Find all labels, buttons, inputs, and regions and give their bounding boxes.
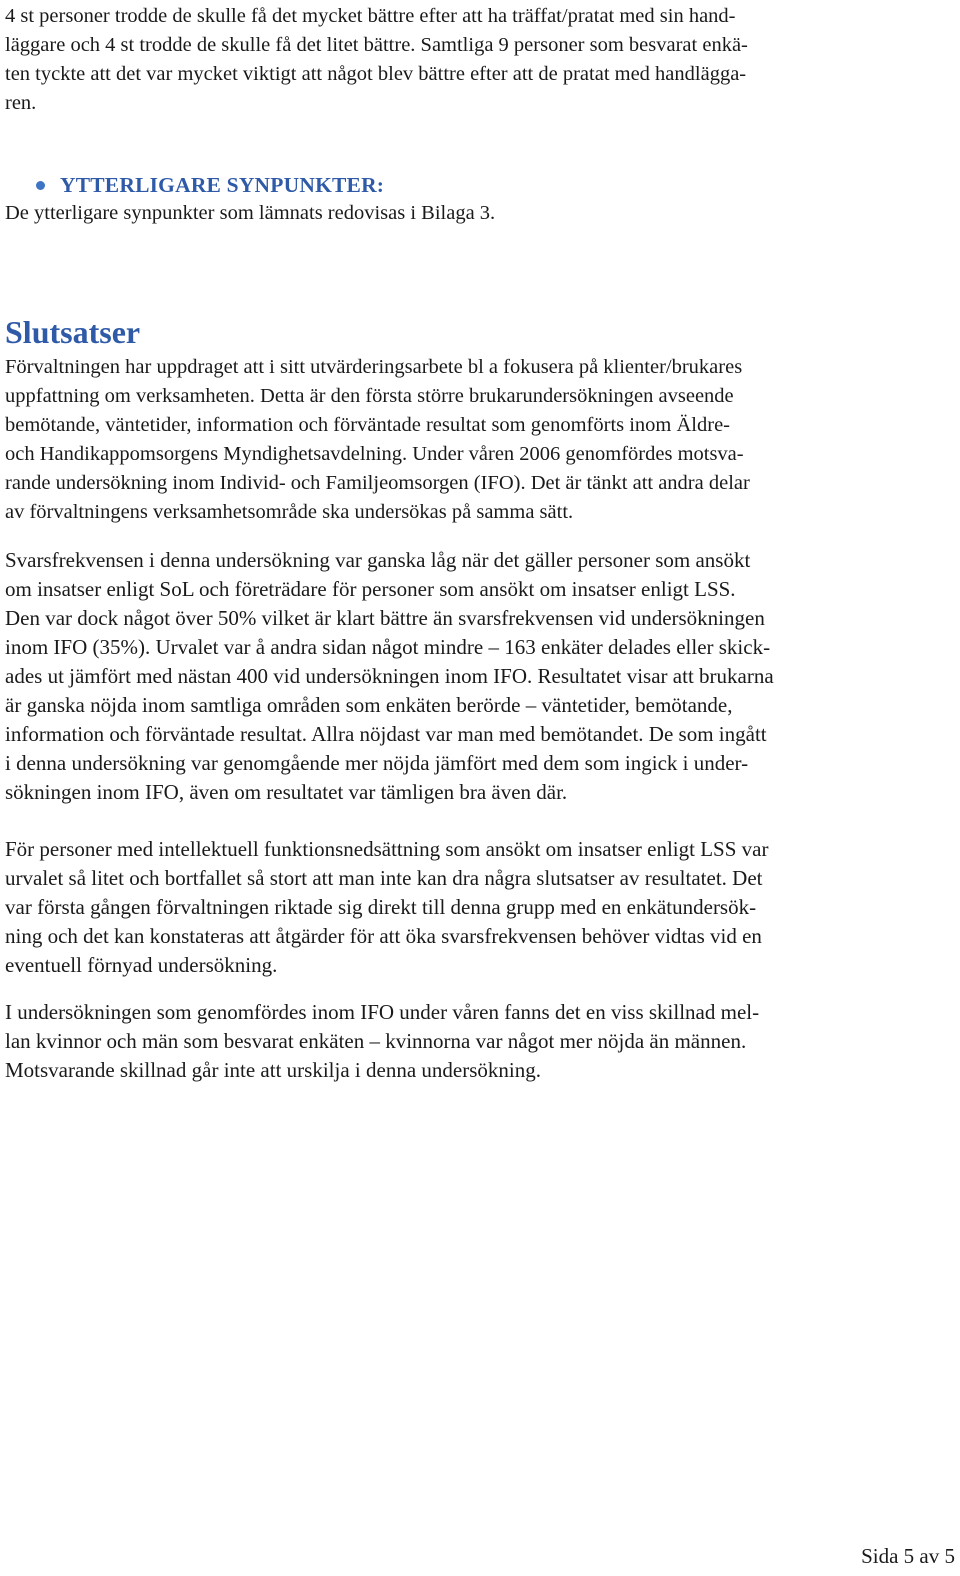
paragraph-3 [5,835,935,980]
text-line: urvalet så litet och bortfallet så stort att man inte kan dra några slutsatser av resultatet. Det [5,866,763,890]
section-title: Slutsatser [5,314,141,350]
bullet-dot-icon [36,181,45,190]
text-line: ren. [5,92,37,114]
text-line: Förvaltningen har uppdraget att i sitt utvärderingsarbete bl a fokusera på klienter/brukares [5,356,743,378]
text-line: sökningen inom IFO, även om resultatet var tämligen bra även där. [5,780,568,804]
intro-paragraph [5,2,935,118]
text-line: Den var dock något över 50% vilket är klart bättre än svarsfrekvensen vid undersökningen [5,606,765,630]
text-line: var första gången förvaltningen riktade sig direkt till denna grupp med en enkätundersök- [5,895,757,919]
bullet-heading: YTTERLIGARE SYNPUNKTER: [60,172,385,197]
text-line: information och förväntade resultat. Allra nöjdast var man med bemötandet. De som ingått [5,722,767,746]
text-line: De ytterligare synpunkter som lämnats redovisas i Bilaga 3. [5,202,496,224]
text-line: i denna undersökning var genomgående mer nöjda jämfört med dem som ingick i under- [5,751,749,775]
text-line: ning och det kan konstateras att åtgärder för att öka svarsfrekvensen behöver vidtas vid en [5,924,762,948]
text-line: ades ut jämfört med nästan 400 vid undersökningen inom IFO. Resultatet visar att brukarna [5,664,774,688]
text-line: av förvaltningens verksamhetsområde ska undersökas på samma sätt. [5,501,574,523]
page-number: Sida 5 av 5 [861,1544,955,1568]
text-line: eventuell förnyad undersökning. [5,953,278,977]
text-line: bemötande, väntetider, information och förväntade resultat som genomförts inom Äldre- [5,414,731,436]
paragraph-4 [5,998,935,1085]
text-line: uppfattning om verksamheten. Detta är den första större brukarundersökningen avseende [5,385,734,407]
text-line: inom IFO (35%). Urvalet var å andra sidan något mindre – 163 enkäter delades eller skick- [5,635,771,659]
text-line: är ganska nöjda inom samtliga områden som enkäten berörde – väntetider, bemötande, [5,693,733,717]
paragraph-1 [5,353,935,527]
text-line: om insatser enligt SoL och företrädare för personer som ansökt om insatser enligt LSS. [5,577,736,601]
text-line: läggare och 4 st trodde de skulle få det litet bättre. Samtliga 9 personer som besvarat enkä- [5,34,748,56]
text-line: Motsvarande skillnad går inte att urskilja i denna undersökning. [5,1058,541,1082]
text-line: rande undersökning inom Individ- och Familjeomsorgen (IFO). Det är tänkt att andra delar [5,472,750,494]
text-line: ten tyckte att det var mycket viktigt att något blev bättre efter att de pratat med handlägga- [5,63,747,85]
text-line: I undersökningen som genomfördes inom IFO under våren fanns det en viss skillnad mel- [5,1000,760,1024]
text-line: För personer med intellektuell funktionsnedsättning som ansökt om insatser enligt LSS var [5,837,769,861]
bullet-text [5,199,935,228]
text-line: 4 st personer trodde de skulle få det mycket bättre efter att ha träffat/pratat med sin hand- [5,5,736,27]
text-line: lan kvinnor och män som besvarat enkäten – kvinnorna var något mer nöjda än männen. [5,1029,747,1053]
paragraph-2 [5,546,935,807]
text-line: Svarsfrekvensen i denna undersökning var ganska låg när det gäller personer som ansökt [5,548,751,572]
bullet-item [36,170,384,200]
text-line: och Handikappomsorgens Myndighetsavdelning. Under våren 2006 genomfördes motsva- [5,443,744,465]
